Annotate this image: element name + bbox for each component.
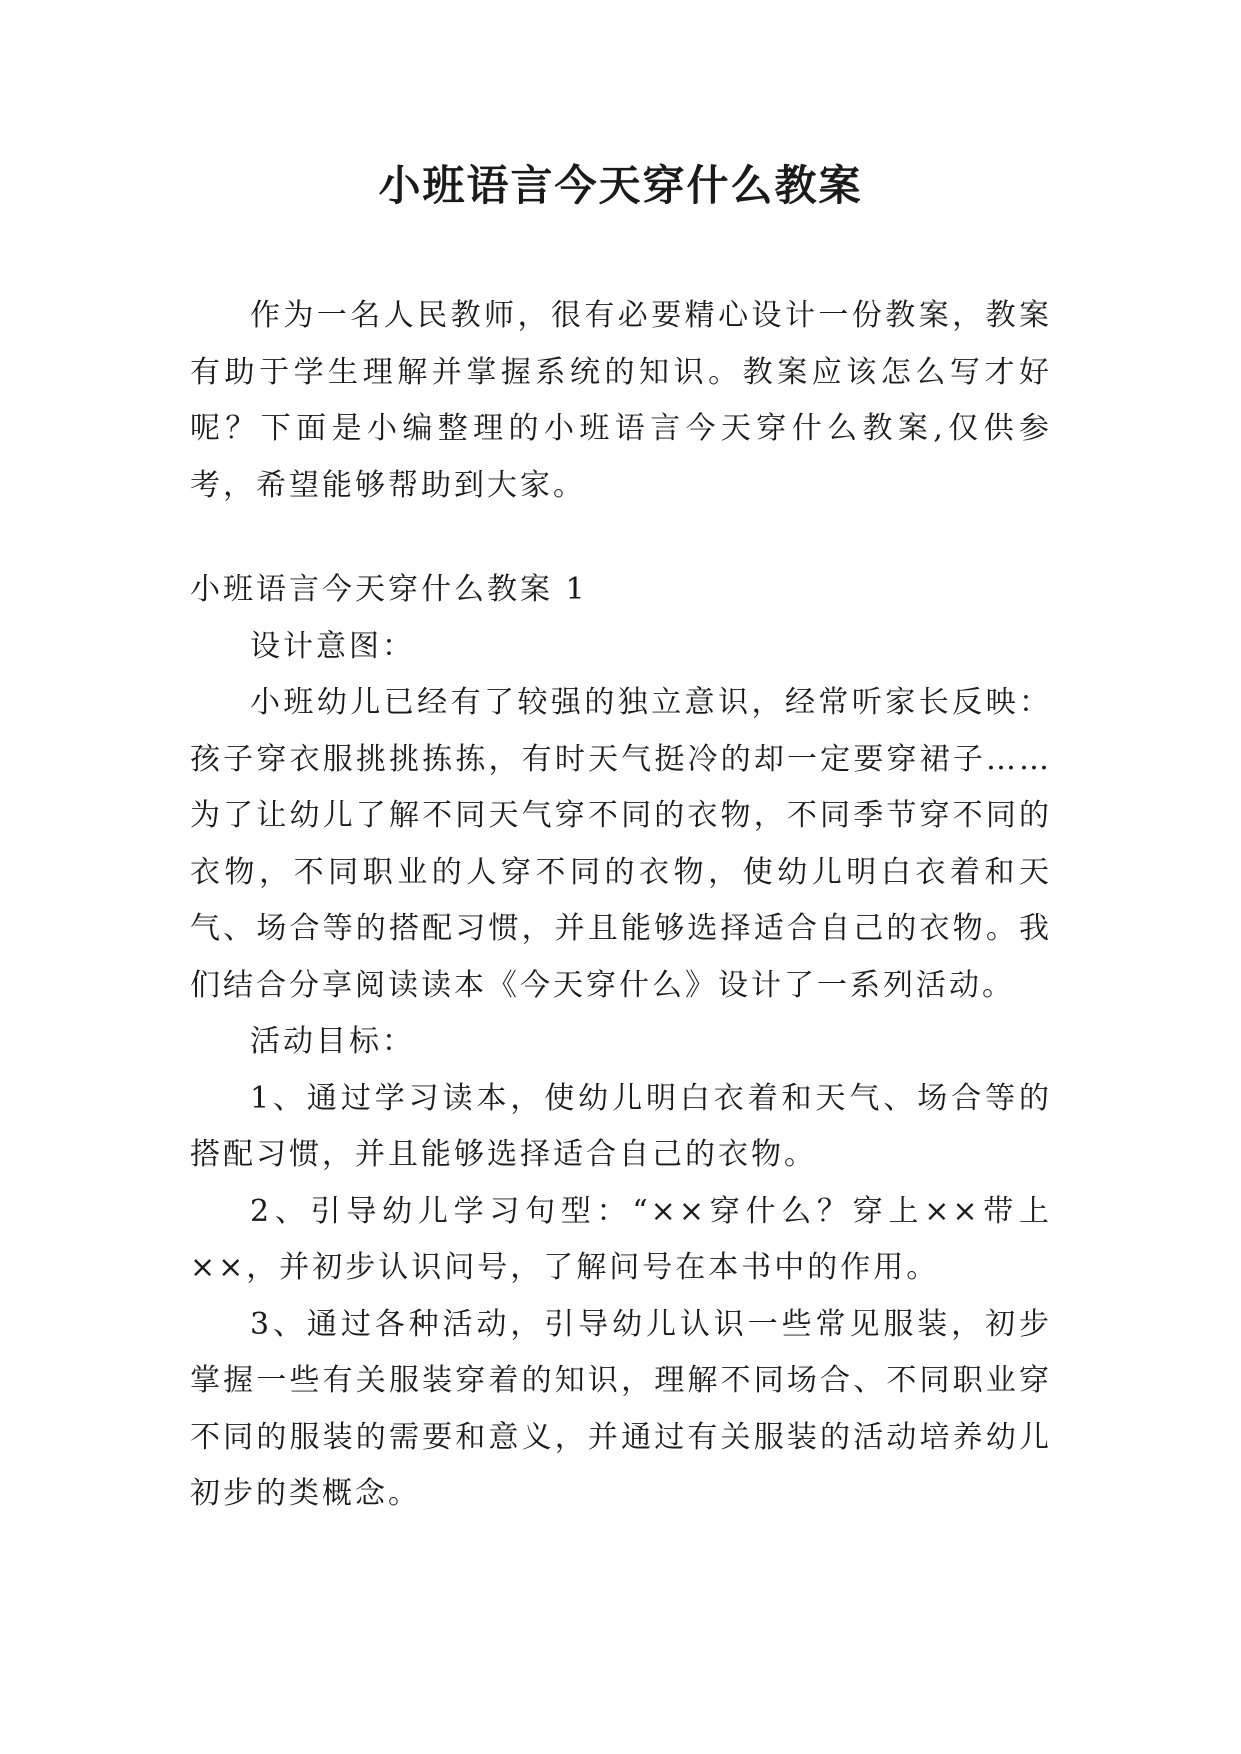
- intro-paragraph: 作为一名人民教师，很有必要精心设计一份教案，教案有助于学生理解并掌握系统的知识。教案应该怎么写才好呢？下面是小编整理的小班语言今天穿什么教案,仅供参考，希望能够帮助到大家。: [190, 298, 1052, 503]
- section-title: 小班语言今天穿什么教案 1: [190, 572, 588, 607]
- design-intent-label: 设计意图：: [250, 628, 415, 664]
- goal-item: 1、通过学习读本，使幼儿明白衣着和天气、场合等的搭配习惯，并且能够选择适合自己的衣物。: [190, 1080, 1052, 1172]
- goal-item: 2、引导幼儿学习句型：“××穿什么？穿上××带上××，并初步认识问号，了解问号在本书中的作用。: [190, 1193, 1052, 1285]
- goals-label: 活动目标：: [250, 1024, 415, 1059]
- document-title: 小班语言今天穿什么教案: [378, 161, 863, 210]
- document-body: [190, 288, 1052, 1523]
- design-intent-paragraph: 小班幼儿已经有了较强的独立意识，经常听家长反映：孩子穿衣服挑挑拣拣，有时天气挺冷的却一定要穿裙子……为了让幼儿了解不同天气穿不同的衣物，不同季节穿不同的衣物，不同职业的人穿不同的衣物，使幼儿明白衣着和天气、场合等的搭配习惯，并且能够选择适合自己的衣物。我们结合分享阅读读本《今天穿什么》设计了一系列活动。: [190, 685, 1052, 1003]
- goal-item: 3、通过各种活动，引导幼儿认识一些常见服装，初步掌握一些有关服装穿着的知识，理解不同场合、不同职业穿不同的服装的需要和意义，并通过有关服装的活动培养幼儿初步的类概念。: [190, 1306, 1052, 1511]
